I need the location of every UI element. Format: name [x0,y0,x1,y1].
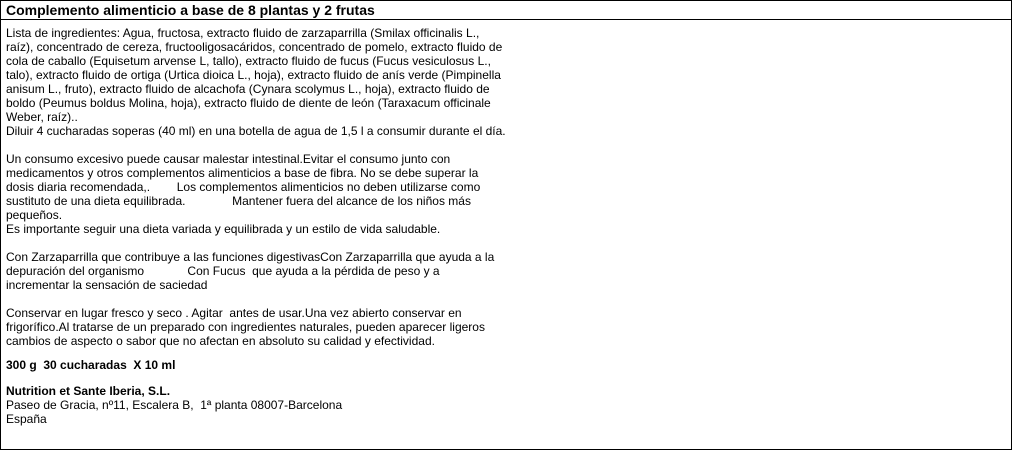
company-country: España [6,412,47,426]
label-content [6,26,506,426]
storage-instructions: Conservar en lugar fresco y seco . Agitar antes de usar.Una vez abierto conservar en frigorífico.Al tratarse de un preparado con ingredientes naturales, pueden aparecer ligeros cambios de aspecto o sabor que no afectan en absoluto su calidad y efectividad. [6,306,489,348]
diet-advice: Es importante seguir una dieta variada y equilibrada y un estilo de vida saludable. [6,222,441,236]
title-divider [1,19,1011,20]
company-name: Nutrition et Sante Iberia, S.L. [6,384,171,398]
product-title: Complemento alimenticio a base de 8 plantas y 2 frutas [6,2,375,18]
health-claims: Con Zarzaparrilla que contribuye a las funciones digestivasCon Zarzaparrilla que ayuda a la depuración del organismo Con Fucus que ayuda a la pérdida de peso y a incrementar la sensación de saciedad [6,250,498,292]
ingredients-list: Lista de ingredientes: Agua, fructosa, extracto fluido de zarzaparrilla (Smilax officinalis L., raíz), concentrado de cereza, fructooligosacáridos, concentrado de pomelo, extracto fluido de cola de caballo (Equisetum arvense L, tallo), extracto fluido de fucus (Fucus vesiculosus L., talo), extracto fluido de ortiga (Urtica dioica L., hoja), extracto fluido de anís verde (Pimpinella anisum L., fruto), extracto fluido de alcachofa (Cynara scolymus L., hoja), extracto fluido de boldo (Peumus boldus Molina, hoja), extracto fluido de diente de león (Taraxacum officinale Weber, raíz).. [6,26,506,124]
dosage-instructions: Diluir 4 cucharadas soperas (40 ml) en una botella de agua de 1,5 l a consumir durante el día. [6,124,506,138]
warnings-text: Un consumo excesivo puede causar malestar intestinal.Evitar el consumo junto con medicamentos y otros complementos alimenticios a base de fibra. No se debe superar la dosis diaria recomendada,. Los complementos alimenticios no deben utilizarse como sustituto de una dieta equilibrada. Mantener fuera del alcance de los niños más pequeños. [6,152,484,222]
company-address: Paseo de Gracia, nº11, Escalera B, 1ª planta 08007-Barcelona [6,398,343,412]
net-quantity: 300 g 30 cucharadas X 10 ml [6,358,176,372]
